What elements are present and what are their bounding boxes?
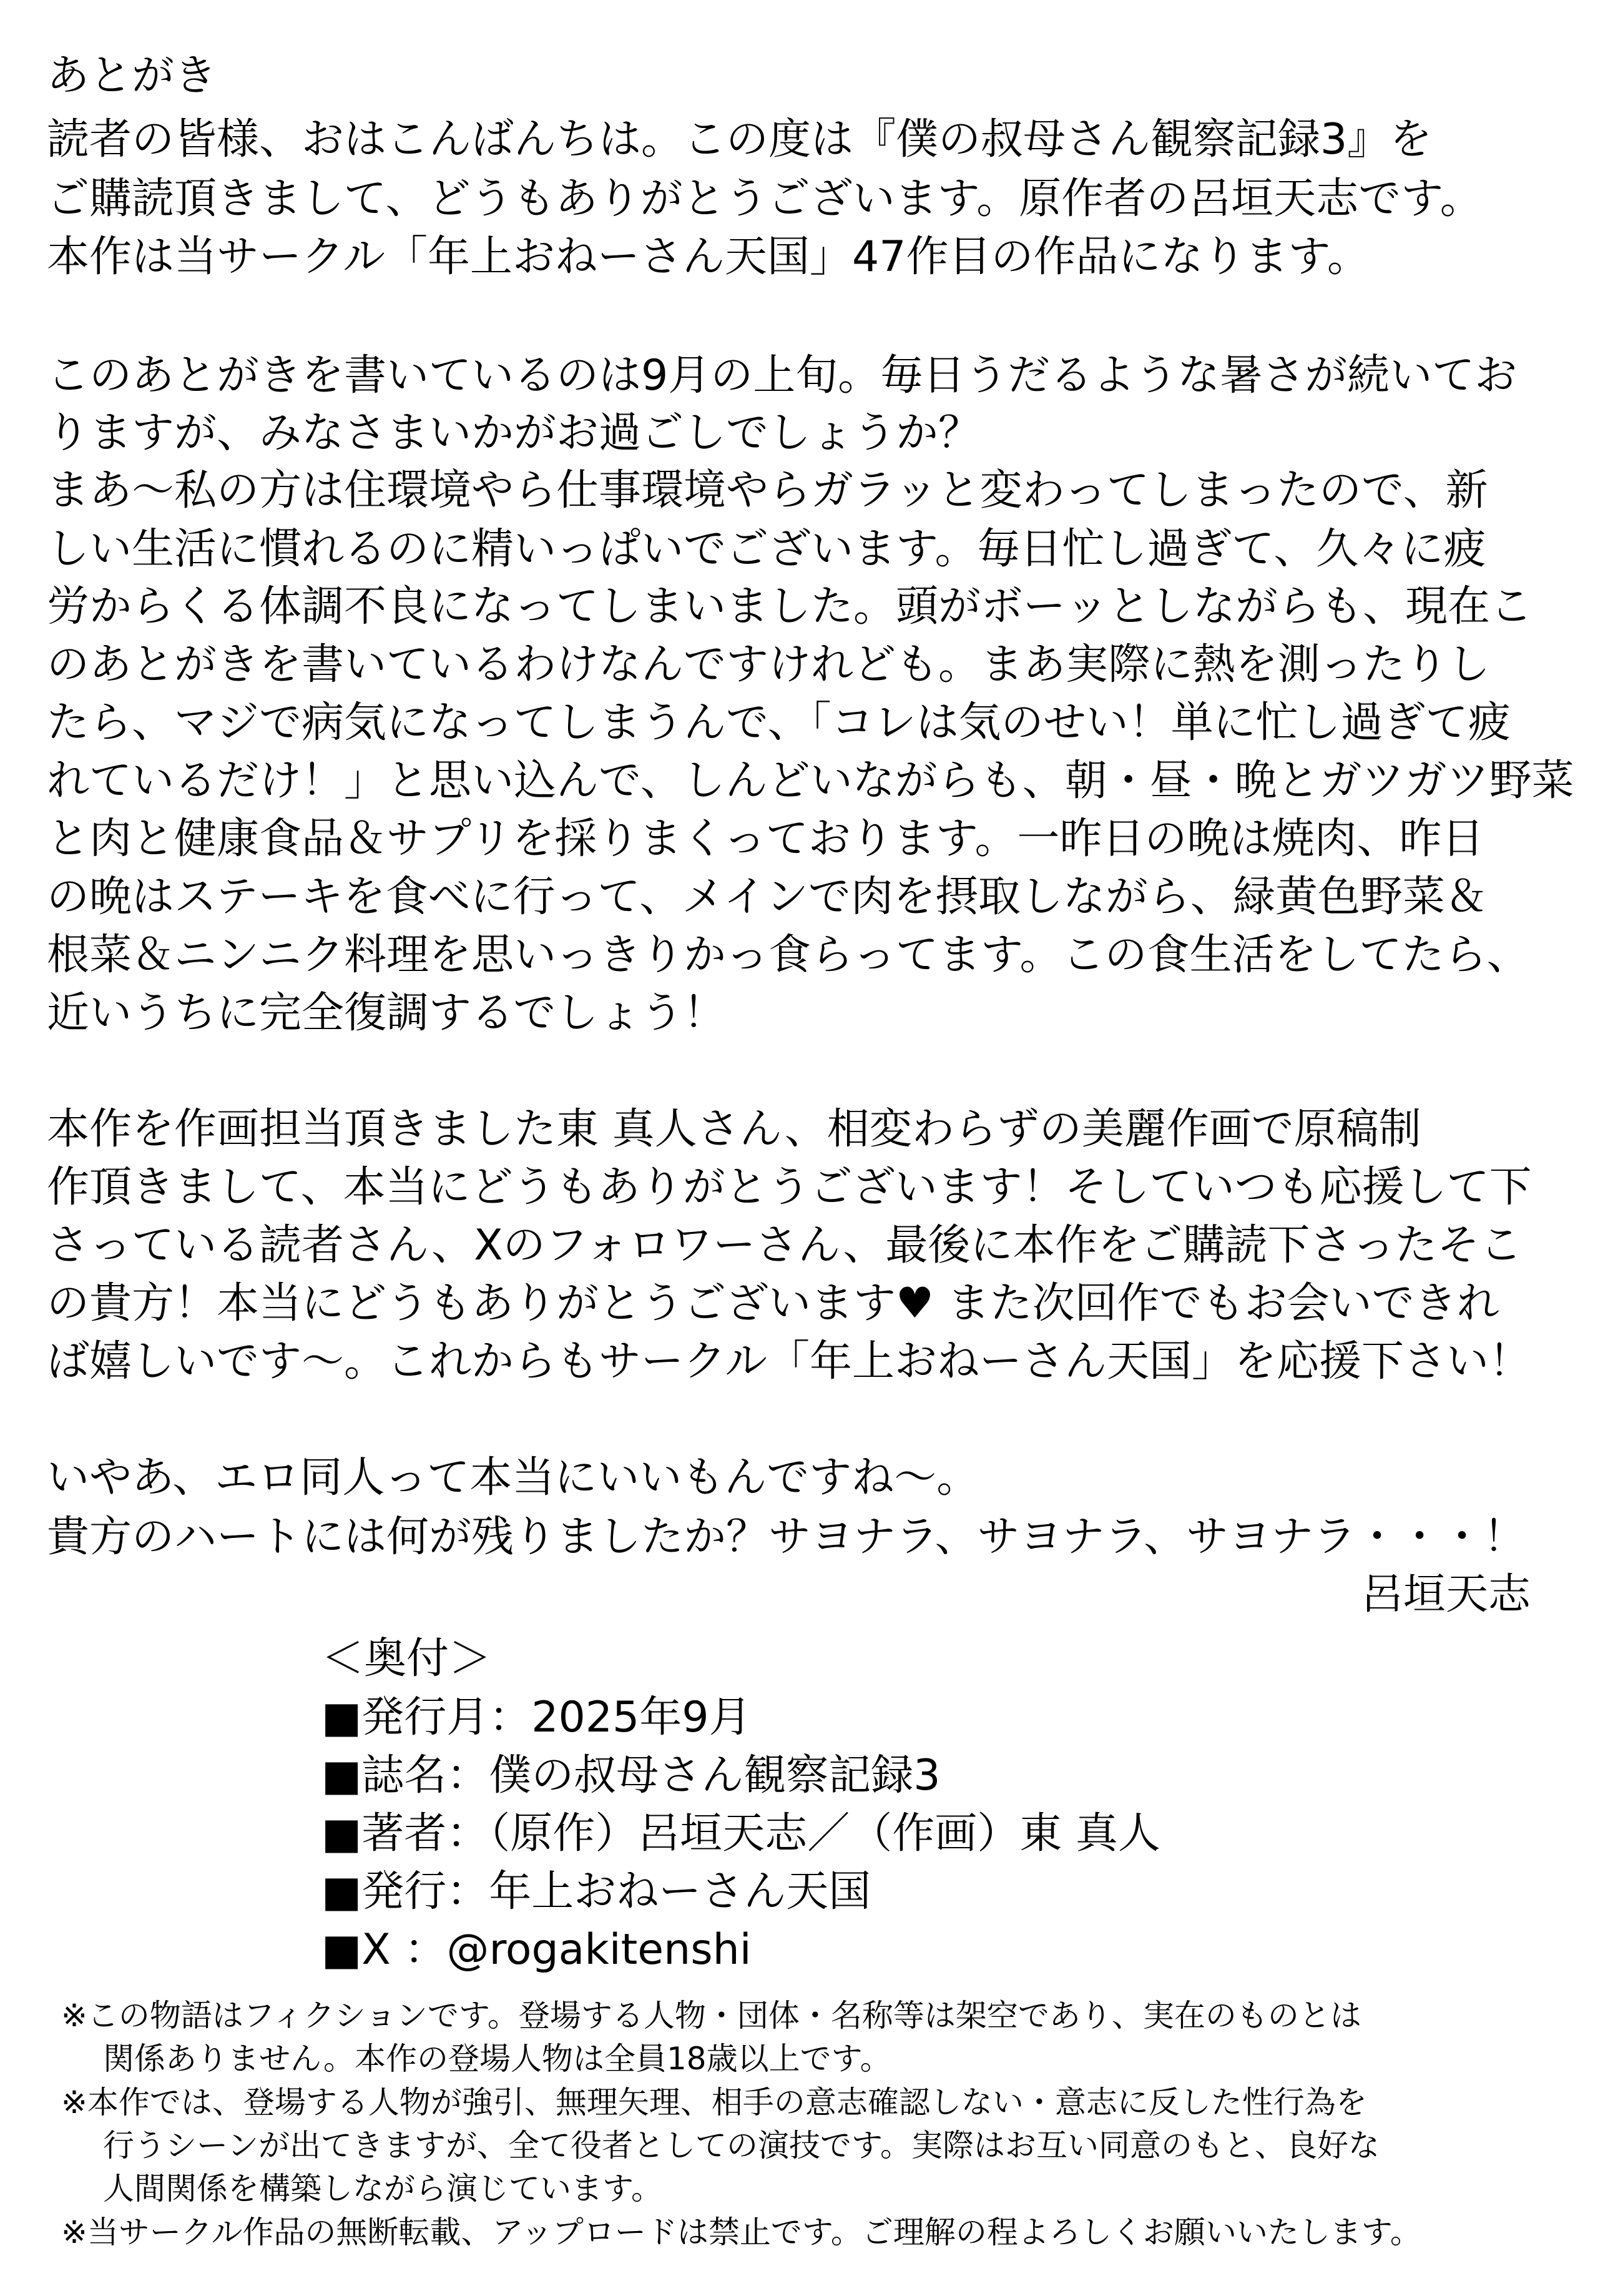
text-line: の貴方！本当にどうもありがとうございます♥ また次回作でもお会いできれ: [47, 1279, 1499, 1328]
text-line: 本作は当サークル「年上おねーさん天国」47作目の作品になります。: [47, 232, 1370, 282]
text-line: 貴方のハートには何が残りましたか？サヨナラ、サヨナラ、サヨナラ・・・！: [47, 1512, 1526, 1562]
text-line: いやあ、エロ同人って本当にいいもんですね～。: [47, 1453, 979, 1502]
text-line: と肉と健康食品＆サプリを採りまくっております。一昨日の晩は焼肉、昨日: [47, 814, 1484, 864]
text-line: りますが、みなさまいかがお過ごしでしょうか？: [47, 408, 981, 458]
text-line: しい生活に慣れるのに精いっぱいでございます。毎日忙し過ぎて、久々に疲: [47, 525, 1486, 574]
disclaimer-fiction: ※この物語はフィクションです。登場する人物・団体・名称等は架空であり、実在のものとは: [61, 1998, 1361, 2034]
disclaimer-acting: ※本作では、登場する人物が強引、無理矢理、相手の意志確認しない・意志に反した性行為を: [61, 2084, 1367, 2121]
text-line: れているだけ！」と思い込んで、しんどいながらも、朝・昼・晩とガツガツ野菜: [47, 756, 1574, 806]
disclaimer-fiction-cont: 関係ありません。本作の登場人物は全員18歳以上です。: [103, 2041, 891, 2077]
text-line: まあ～私の方は住環境やら仕事環境やらガラッと変わってしまったので、新: [47, 466, 1488, 515]
colophon-item-authors: ■著者：（原作）呂垣天志／（作画）東 真人: [321, 1809, 1160, 1858]
text-line: 労からくる体調不良になってしまいました。頭がボーッとしながらも、現在こ: [47, 582, 1533, 631]
afterword-heading: あとがき: [47, 51, 217, 101]
colophon-item-x-account: ■X ：@rogakitenshi: [321, 1925, 752, 1974]
text-line: 作頂きまして、本当にどうもありがとうございます！そしていつも応援して下: [47, 1163, 1532, 1212]
text-line: さっている読者さん、Xのフォロワーさん、最後に本作をご購読下さったそこ: [47, 1221, 1522, 1270]
text-line: ば嬉しいです～。これからもサークル「年上おねーさん天国」を応援下さい！: [47, 1337, 1531, 1386]
colophon-item-publisher: ■発行：年上おねーさん天国: [321, 1867, 871, 1916]
text-line: 本作を作画担当頂きました東 真人さん、相変わらずの美麗作画で原稿制: [47, 1105, 1421, 1154]
colophon-item-title: ■誌名：僕の叔母さん観察記録3: [321, 1751, 941, 1800]
colophon-heading: ＜奥付＞: [321, 1634, 492, 1683]
text-line: たら、マジで病気になってしまうんで、「コレは気のせい！単に忙し過ぎて疲: [47, 698, 1511, 747]
author-signature: 呂垣天志: [1360, 1570, 1531, 1619]
disclaimer-acting-cont: 人間関係を構築しながら演じています。: [103, 2170, 662, 2207]
text-line: のあとがきを書いているわけなんですけれども。まあ実際に熱を測ったりし: [47, 640, 1491, 689]
text-line: 根菜＆ニンニク料理を思いっきりかっ食らってます。この食生活をしてたら、: [47, 930, 1529, 980]
text-line: 読者の皆様、おはこんばんちは。この度は『僕の叔母さん観察記録3』を: [47, 115, 1433, 164]
text-line: ご購読頂きまして、どうもありがとうございます。原作者の呂垣天志です。: [47, 174, 1483, 224]
disclaimer-acting-cont: 行うシーンが出てきますが、全て役者としての演技です。実際はお互い同意のもと、良好な: [103, 2127, 1380, 2164]
colophon-item-publish-month: ■発行月：2025年9月: [321, 1693, 752, 1742]
disclaimer-copyright: ※当サークル作品の無断転載、アップロードは禁止です。ご理解の程よろしくお願いいたします。: [61, 2214, 1421, 2250]
text-line: 近いうちに完全復調するでしょう！: [47, 988, 726, 1038]
text-line: このあとがきを書いているのは9月の上旬。毎日うだるような暑さが続いてお: [47, 351, 1518, 400]
text-line: の晩はステーキを食べに行って、メインで肉を摂取しながら、緑黄色野菜＆: [47, 872, 1488, 922]
